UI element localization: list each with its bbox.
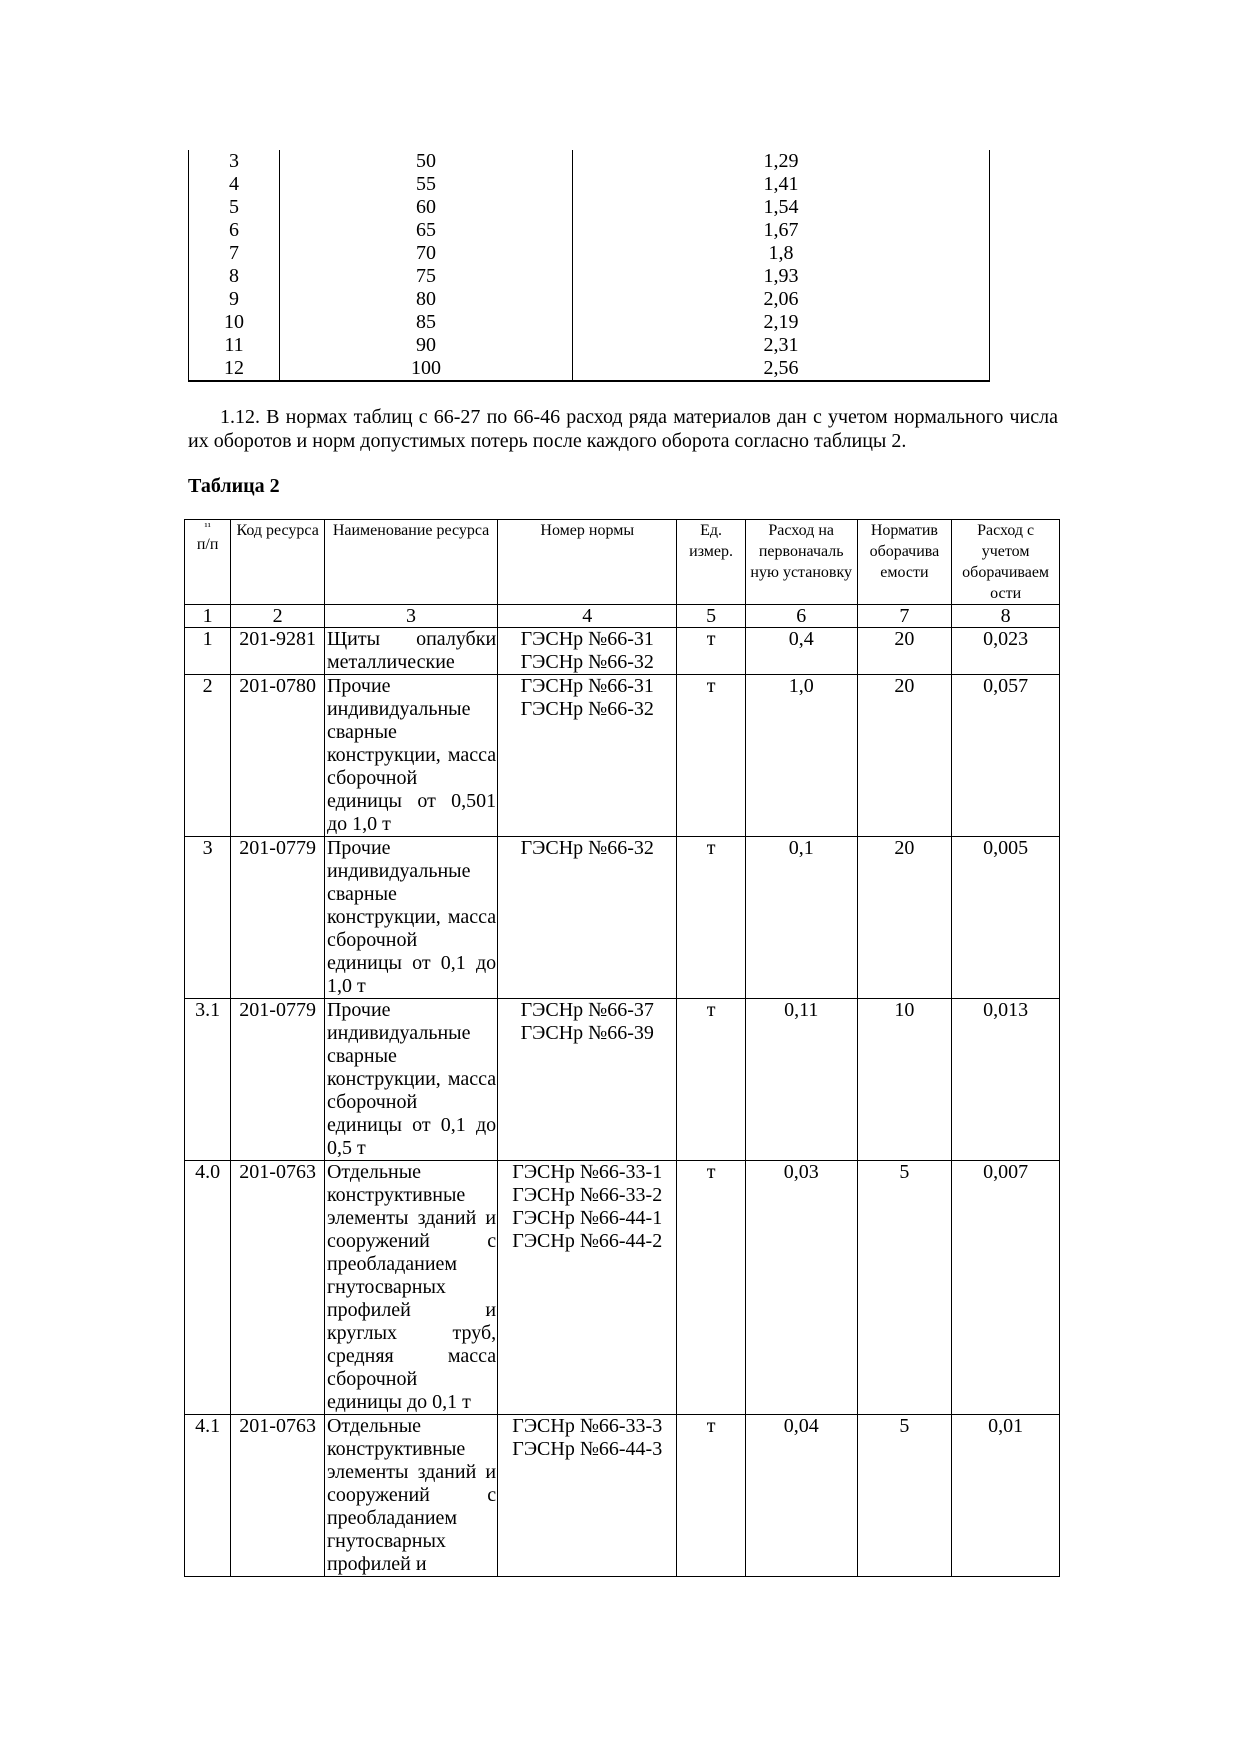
name-cell: Щиты опалубки металлические	[324, 628, 497, 675]
table-row	[185, 837, 1060, 999]
norm-number: ГЭСНр №66-39	[520, 1022, 654, 1044]
column-number-cell: 6	[745, 605, 857, 628]
row-index-cell: 11	[189, 334, 280, 357]
coefficient-cell: 1,41	[573, 173, 990, 196]
row-index-cell: 8	[189, 265, 280, 288]
table-header-row	[185, 520, 1060, 605]
coefficient-cell: 1,93	[573, 265, 990, 288]
value-cell: 80	[280, 288, 573, 311]
header-code: Код ресурса	[231, 520, 325, 605]
paragraph-1-12: 1.12. В нормах таблиц с 66-27 по 66-46 расход ряда материалов дан с учетом нормального числа их оборотов и норм допустимых потерь после каждого оборота согласно таблицы 2.	[188, 406, 1058, 452]
code-cell: 201-0779	[231, 999, 325, 1161]
unit-cell: т	[677, 999, 745, 1161]
name-cell: Прочие индивидуальные сварные конструкции, масса сборочной единицы от 0,501 до 1,0 т	[324, 675, 497, 837]
row-index-cell: 6	[189, 219, 280, 242]
row-index-cell: 12	[189, 357, 280, 381]
column-number-cell: 4	[498, 605, 677, 628]
total-cell: 0,023	[952, 628, 1060, 675]
name-cell: Отдельные конструктивные элементы зданий и сооружений с преобладанием гнутосварных профилей и	[324, 1415, 497, 1577]
total-cell: 0,01	[952, 1415, 1060, 1577]
norm-number: ГЭСНр №66-37	[520, 999, 654, 1021]
header-turnover: Норматив оборачива емости	[857, 520, 952, 605]
row-index-cell: 4	[189, 173, 280, 196]
norm-cell	[498, 628, 677, 675]
coefficient-cell: 1,8	[573, 242, 990, 265]
norm-number: ГЭСНр №66-44-2	[512, 1230, 663, 1252]
initial-cell: 0,4	[745, 628, 857, 675]
initial-cell: 0,03	[745, 1161, 857, 1415]
coefficient-cell: 1,29	[573, 150, 990, 173]
column-numbers-row	[185, 605, 1060, 628]
unit-cell: т	[677, 837, 745, 999]
norm-number: ГЭСНр №66-44-3	[512, 1438, 663, 1460]
table-row	[185, 628, 1060, 675]
column-number-cell: 1	[185, 605, 231, 628]
table-2-caption: Таблица 2	[188, 475, 280, 497]
table-row	[185, 675, 1060, 837]
table-row	[189, 196, 990, 219]
coefficient-cell: 1,67	[573, 219, 990, 242]
value-cell: 55	[280, 173, 573, 196]
coefficient-cell: 2,06	[573, 288, 990, 311]
turnover-cell: 20	[857, 837, 952, 999]
value-cell: 75	[280, 265, 573, 288]
header-norm: Номер нормы	[498, 520, 677, 605]
norm-number: ГЭСНр №66-33-3	[512, 1415, 663, 1437]
num-cell: 2	[185, 675, 231, 837]
value-cell: 85	[280, 311, 573, 334]
norm-number: ГЭСНр №66-33-2	[512, 1184, 663, 1206]
code-cell: 201-0780	[231, 675, 325, 837]
norm-cell	[498, 1415, 677, 1577]
column-number-cell: 2	[231, 605, 325, 628]
num-cell: 4.1	[185, 1415, 231, 1577]
name-cell: Прочие индивидуальные сварные конструкции, масса сборочной единицы от 0,1 до 0,5 т	[324, 999, 497, 1161]
value-cell: 90	[280, 334, 573, 357]
header-name: Наименование ресурса	[324, 520, 497, 605]
turnover-cell: 20	[857, 675, 952, 837]
norm-number: ГЭСНр №66-33-1	[512, 1161, 663, 1183]
value-cell: 60	[280, 196, 573, 219]
header-total: Расход с учетом оборачиваем ости	[952, 520, 1060, 605]
header-initial: Расход на первоначаль ную установку	[745, 520, 857, 605]
table-row	[189, 242, 990, 265]
row-index-cell: 7	[189, 242, 280, 265]
coefficient-table	[188, 150, 990, 382]
unit-cell: т	[677, 675, 745, 837]
norm-cell	[498, 999, 677, 1161]
name-cell: Прочие индивидуальные сварные конструкции, масса сборочной единицы от 0,1 до 1,0 т	[324, 837, 497, 999]
header-num	[185, 520, 231, 605]
name-cell: Отдельные конструктивные элементы зданий и сооружений с преобладанием гнутосварных профилей и круглых труб, средняя масса сборочной единицы до 0,1 т	[324, 1161, 497, 1415]
value-cell: 70	[280, 242, 573, 265]
total-cell: 0,057	[952, 675, 1060, 837]
row-index-cell: 9	[189, 288, 280, 311]
table-row	[189, 150, 990, 173]
row-index-cell: 5	[189, 196, 280, 219]
norm-number: ГЭСНр №66-32	[520, 837, 654, 859]
header-num-mark: ¹¹	[204, 521, 211, 533]
total-cell: 0,007	[952, 1161, 1060, 1415]
turnover-cell: 10	[857, 999, 952, 1161]
turnover-cell: 5	[857, 1415, 952, 1577]
column-number-cell: 3	[324, 605, 497, 628]
initial-cell: 0,04	[745, 1415, 857, 1577]
norm-number: ГЭСНр №66-31	[520, 628, 654, 650]
turnover-cell: 5	[857, 1161, 952, 1415]
norm-cell	[498, 675, 677, 837]
code-cell: 201-0763	[231, 1161, 325, 1415]
table-row	[185, 999, 1060, 1161]
total-cell: 0,013	[952, 999, 1060, 1161]
initial-cell: 0,1	[745, 837, 857, 999]
initial-cell: 1,0	[745, 675, 857, 837]
code-cell: 201-9281	[231, 628, 325, 675]
column-number-cell: 5	[677, 605, 745, 628]
value-cell: 100	[280, 357, 573, 381]
norm-number: ГЭСНр №66-32	[520, 698, 654, 720]
norm-cell	[498, 1161, 677, 1415]
column-number-cell: 8	[952, 605, 1060, 628]
initial-cell: 0,11	[745, 999, 857, 1161]
num-cell: 3.1	[185, 999, 231, 1161]
table-row	[189, 219, 990, 242]
coefficient-cell: 2,56	[573, 357, 990, 381]
unit-cell: т	[677, 628, 745, 675]
unit-cell: т	[677, 1161, 745, 1415]
code-cell: 201-0779	[231, 837, 325, 999]
norm-number: ГЭСНр №66-32	[520, 651, 654, 673]
table-row	[189, 173, 990, 196]
coefficient-cell: 2,31	[573, 334, 990, 357]
table-row	[189, 357, 990, 381]
table-row	[189, 288, 990, 311]
total-cell: 0,005	[952, 837, 1060, 999]
turnover-cell: 20	[857, 628, 952, 675]
header-unit: Ед. измер.	[677, 520, 745, 605]
table-row	[185, 1161, 1060, 1415]
code-cell: 201-0763	[231, 1415, 325, 1577]
header-num-label: п/п	[196, 536, 219, 553]
row-index-cell: 3	[189, 150, 280, 173]
value-cell: 65	[280, 219, 573, 242]
norm-cell	[498, 837, 677, 999]
table-row	[189, 311, 990, 334]
table-row	[185, 1415, 1060, 1577]
value-cell: 50	[280, 150, 573, 173]
num-cell: 1	[185, 628, 231, 675]
coefficient-cell: 2,19	[573, 311, 990, 334]
coefficient-cell: 1,54	[573, 196, 990, 219]
norm-number: ГЭСНр №66-44-1	[512, 1207, 663, 1229]
row-index-cell: 10	[189, 311, 280, 334]
unit-cell: т	[677, 1415, 745, 1577]
norm-number: ГЭСНр №66-31	[520, 675, 654, 697]
table-row	[189, 334, 990, 357]
column-number-cell: 7	[857, 605, 952, 628]
num-cell: 3	[185, 837, 231, 999]
table-row	[189, 265, 990, 288]
materials-turnover-table	[184, 519, 1060, 1577]
num-cell: 4.0	[185, 1161, 231, 1415]
